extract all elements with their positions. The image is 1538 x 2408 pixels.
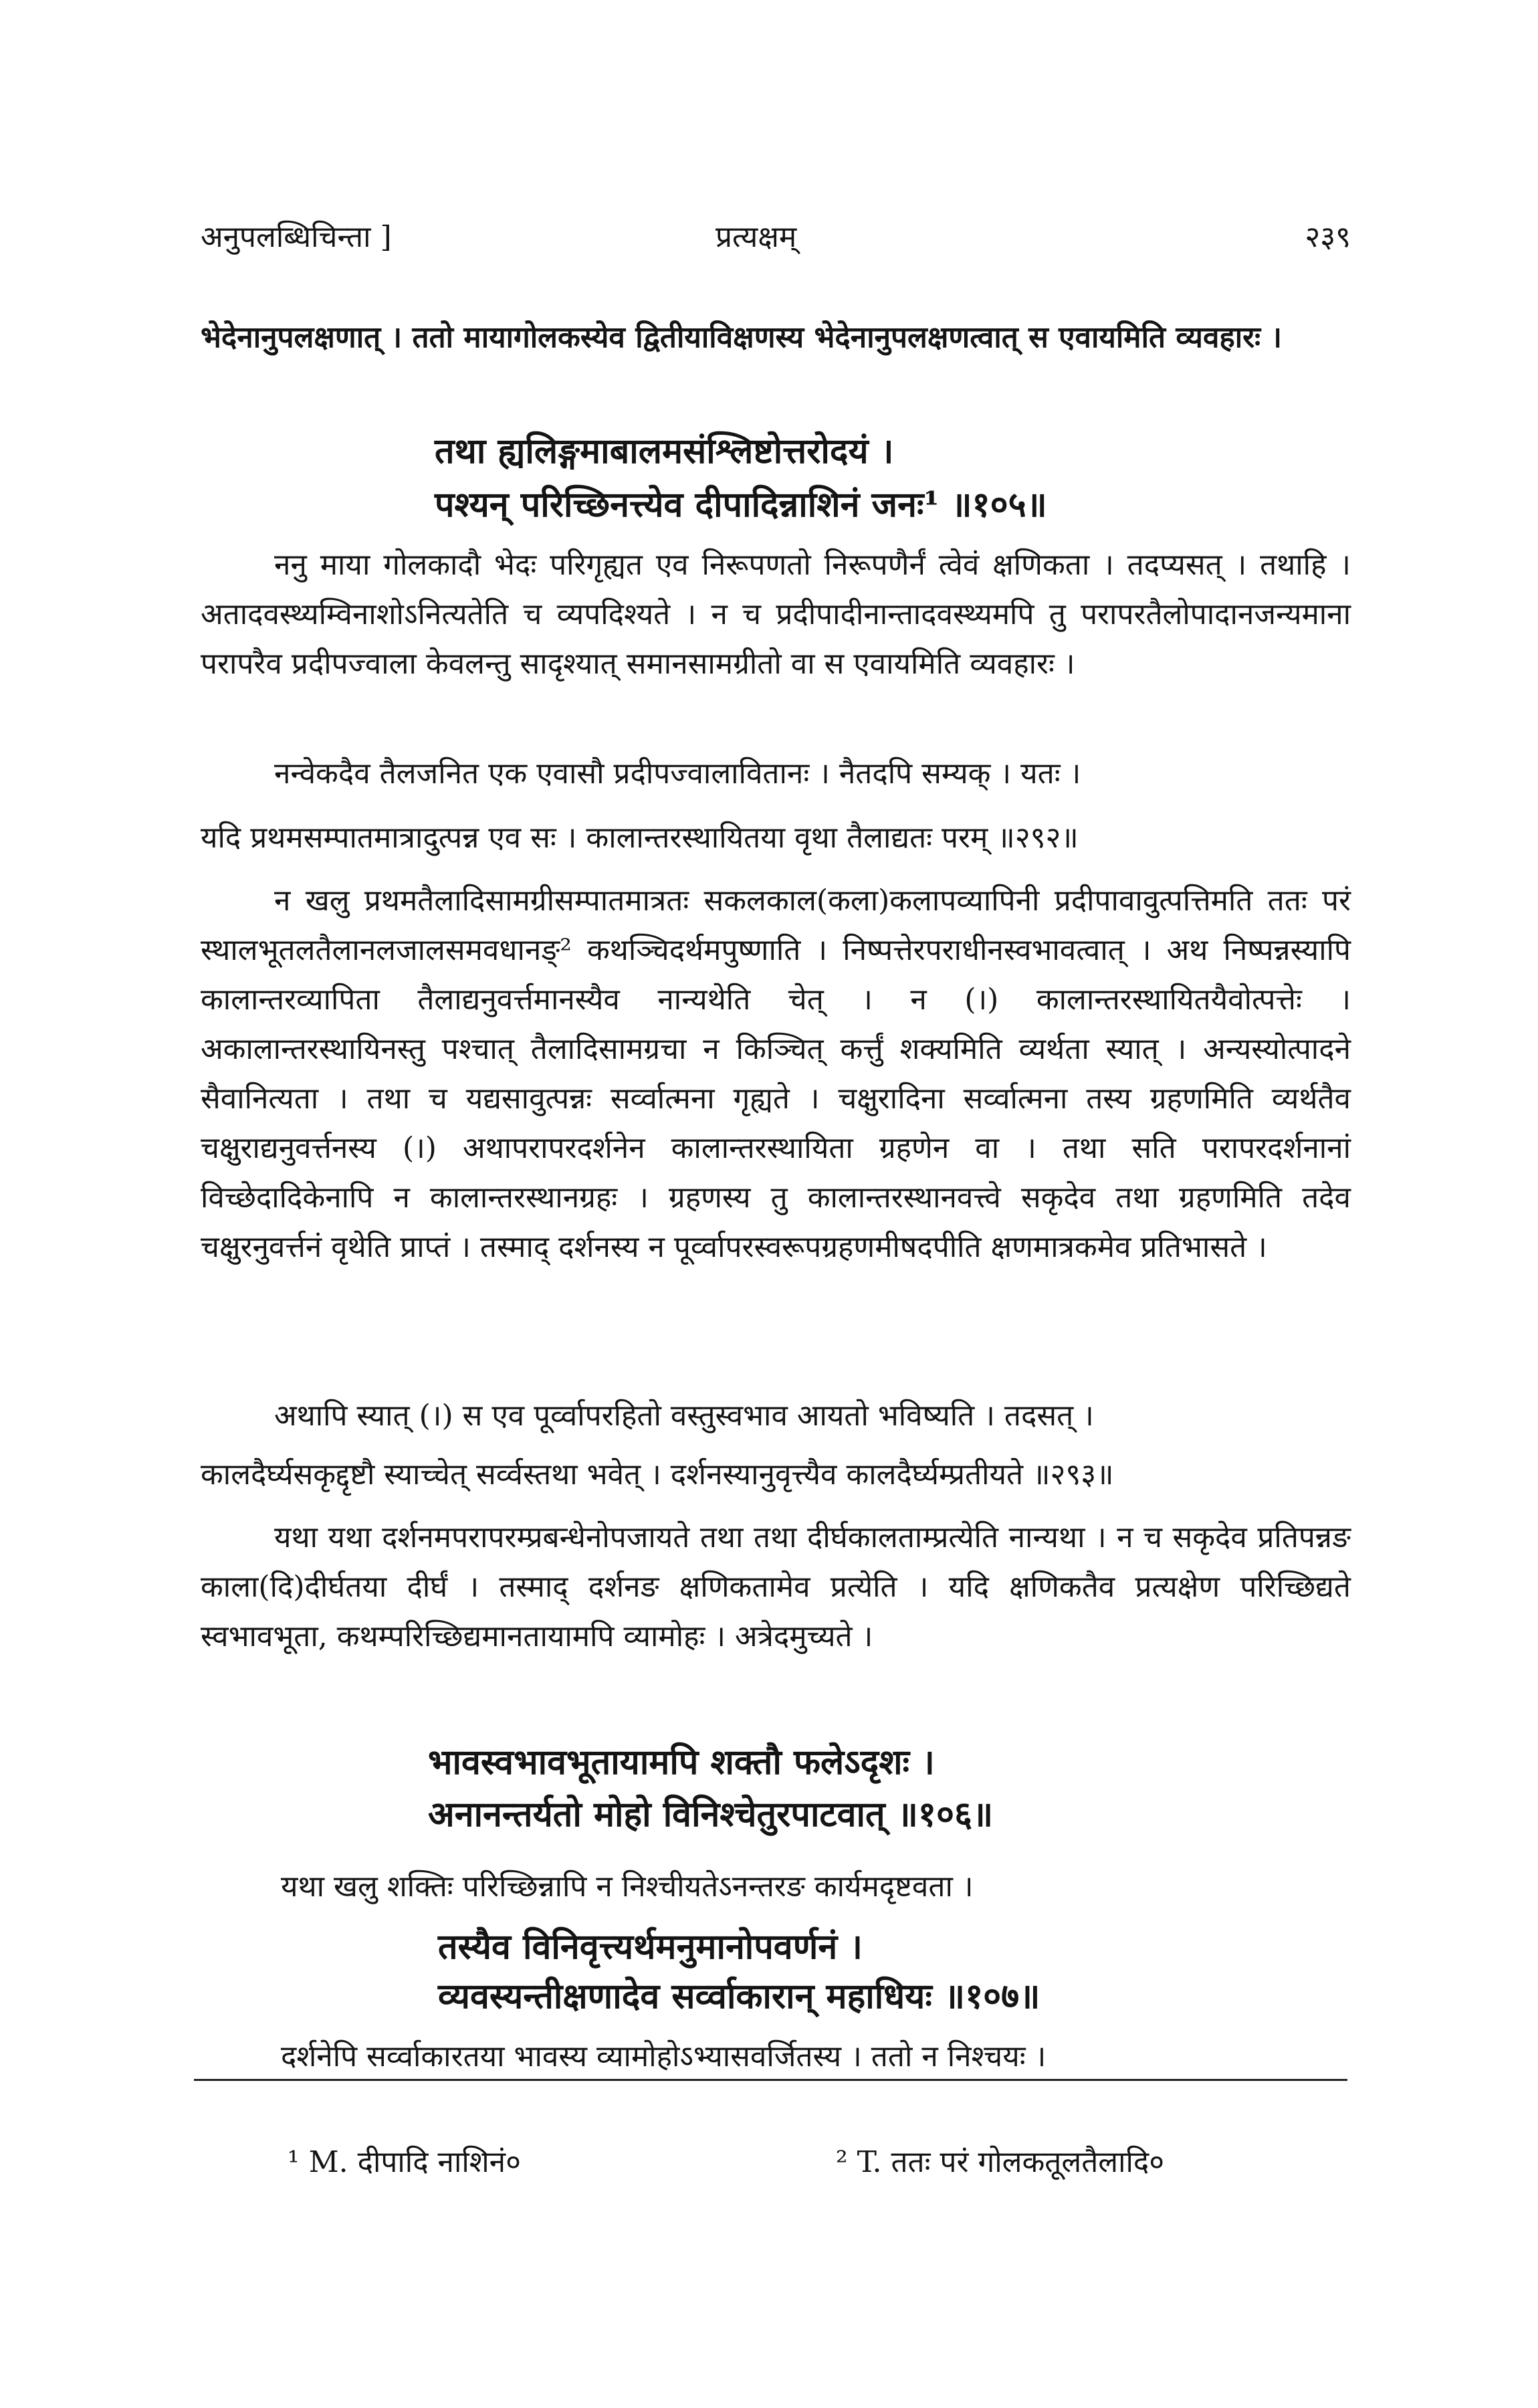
running-header: [201, 215, 1351, 269]
paragraph-4-text: न खलु प्रथमतैलादिसामग्रीसम्पातमात्रतः सकलकाल(कला)कलापव्यापिनी प्रदीपावावुत्पत्तिमति ततः परं स्थालभूतलतैलानलजालसमवधानङ्² कथञ्चिदर्थमपुष्णाति । निष्पत्तेरपराधीनस्वभावत्वात् । अथ निष्पन्नस्यापि कालान्तरव्यापिता तैलाद्यनुवर्त्तमानस्यैव नान्यथेति चेत् । न (।) कालान्तरस्थायितयैवोत्पत्तेः । अकालान्तरस्थायिनस्तु पश्चात् तैलादिसामग्रचा न किञ्चित् कर्त्तुं शक्यमिति व्यर्थता स्यात् । अन्यस्योत्पादने सैवानित्यता । तथा च यद्यसावुत्पन्नः सर्व्वात्मना गृह्यते । चक्षुरादिना सर्व्वात्मना तस्य ग्रहणमिति व्यर्थतैव चक्षुराद्यनुवर्त्तनस्य (।) अथापरापरदर्शनेन कालान्तरस्थायिता ग्रहणेन वा । तथा सति परापरदर्शनानां विच्छेदादिकेनापि न कालान्तरस्थानग्रहः । ग्रहणस्य तु कालान्तरस्थानवत्त्वे सकृदेव तथा ग्रहणमिति तदेव चक्षुरनुवर्त्तनं वृथेति प्राप्तं । तस्माद् दर्शनस्य न पूर्व्वापरस्वरूपग्रहणमीषदपीति क्षणमात्रकमेव प्रतिभासते ।: [201, 884, 1351, 1264]
paragraph-1: [201, 313, 1351, 363]
header-section-title: प्रत्यक्षम्: [716, 220, 797, 254]
paragraph-3-text: नन्वेकदैव तैलजनित एक एवासौ प्रदीपज्वालावितानः । नैतदपि सम्यक् । यतः ।: [274, 757, 1081, 791]
verse-293: कालदैर्घ्यसकृद्दृष्टौ स्याच्चेत् सर्व्वस्तथा भवेत् । दर्शनस्यानुवृत्त्यैव कालदैर्घ्यम्प्रतीयते ॥२९३॥: [201, 1458, 1114, 1492]
paragraph-2: [201, 540, 1351, 689]
page-number: २३९: [1305, 220, 1351, 254]
paragraph-8: दर्शनेपि सर्व्वाकारतया भावस्य व्यामोहोऽभ्यासवर्जितस्य । ततो न निश्चयः ।: [281, 2039, 1047, 2074]
footnote-2: ² T. ततः परं गोलकतूलतैलादि०: [836, 2145, 1165, 2179]
paragraph-6: [201, 1513, 1351, 1662]
verse-107-line-2: व्यवस्यन्तीक्षणादेव सर्व्वाकारान् महाधियः ॥१०७॥: [438, 1976, 1040, 2017]
verse-106-line-1: भावस्वभावभूतायामपि शक्तौ फलेऽदृशः ।: [428, 1742, 935, 1783]
verse-105-line-1: तथा ह्यलिङ्गमाबालमसंश्लिष्टोत्तरोदयं ।: [435, 431, 894, 472]
paragraph-2-text: ननु माया गोलकादौ भेदः परिगृह्यत एव निरूपणतो निरूपणैर्नं त्वेवं क्षणिकता । तदप्यसत् । तथाहि । अतादवस्थ्यम्विनाशोऽनित्यतेति च व्यपदिश्यते । न च प्रदीपादीनान्तादवस्थ्यमपि तु परापरतैलोपादानजन्यमाना परापरैव प्रदीपज्वाला केवलन्तु सादृश्यात् समानसामग्रीतो वा स एवायमिति व्यवहारः ।: [201, 548, 1351, 681]
paragraph-1-text: भेदेनानुपलक्षणात् । ततो मायागोलकस्येव द्वितीयाविक्षणस्य भेदेनानुपलक्षणत्वात् स एवायमिति व्यवहारः ।: [201, 320, 1283, 355]
paragraph-6-text: यथा यथा दर्शनमपरापरम्प्रबन्धेनोपजायते तथा तथा दीर्घकालताम्प्रत्येति नान्यथा । न च सकृदेव प्रतिपन्नङ काला(दि)दीर्घतया दीर्घं । तस्माद् दर्शनङ क्षणिकतामेव प्रत्येति । यदि क्षणिकतैव प्रत्यक्षेण परिच्छिद्यते स्वभावभूता, कथम्परिच्छिद्यमानतायामपि व्यामोहः । अत्रेदमुच्यते ।: [201, 1520, 1351, 1653]
header-chapter-title: अनुपलब्धिचिन्ता ]: [201, 220, 392, 254]
paragraph-4: [201, 876, 1351, 1272]
footnote-1: ¹ M. दीपादि नाशिनं०: [288, 2145, 521, 2179]
paragraph-5-text: अथापि स्यात् (।) स एव पूर्व्वापरहितो वस्तुस्वभाव आयतो भविष्यति । तदसत् ।: [274, 1399, 1094, 1433]
verse-292: यदि प्रथमसम्पातमात्रादुत्पन्न एव सः । कालान्तरस्थायितया वृथा तैलाद्यतः परम् ॥२९२॥: [201, 821, 1079, 855]
paragraph-7: यथा खलु शक्तिः परिच्छिन्नापि न निश्चीयतेऽनन्तरङ कार्यमदृष्टवता ।: [281, 1870, 974, 1904]
verse-106-line-2: अनानन्तर्यतो मोहो विनिश्चेतुरपाटवात् ॥१०६॥: [428, 1794, 994, 1835]
paragraph-5: [201, 1391, 1351, 1441]
verse-105-line-2: पश्यन् परिच्छिनत्त्येव दीपादिन्नाशिनं जनः¹ ॥१०५॥: [435, 484, 1047, 525]
paragraph-3: [201, 749, 1351, 799]
verse-107-line-1: तस्यैव विनिवृत्त्यर्थमनुमानोपवर्णनं ।: [438, 1926, 863, 1967]
footnote-divider: [194, 2079, 1347, 2081]
